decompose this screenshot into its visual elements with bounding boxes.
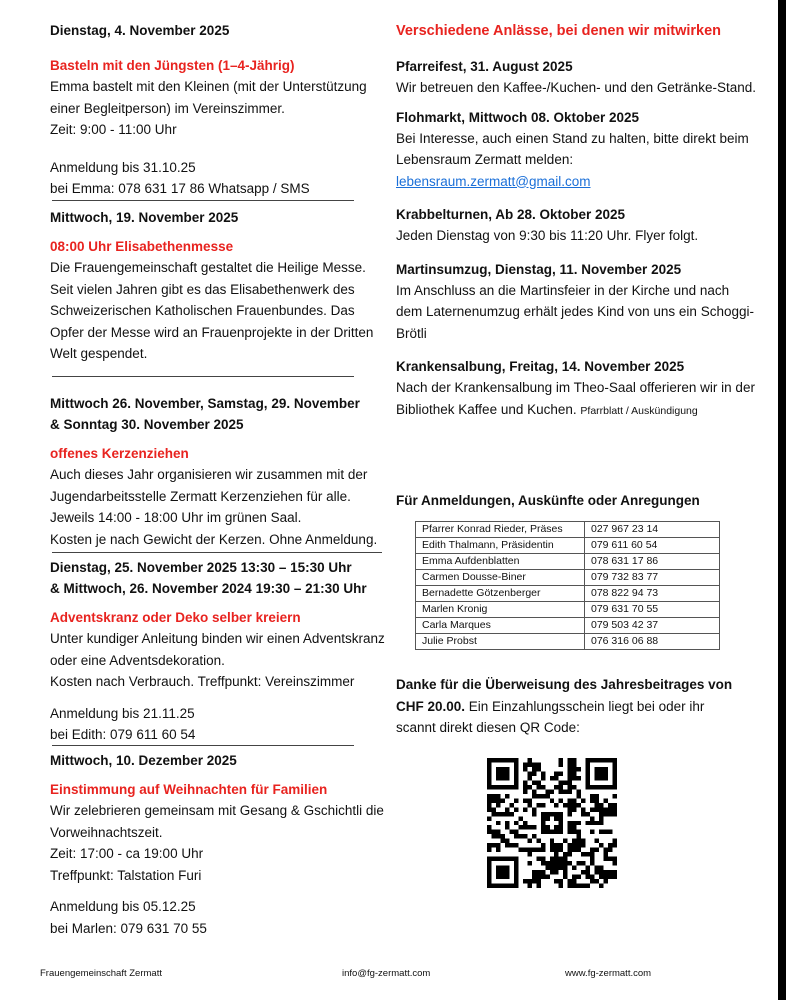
event-date: Mittwoch, 10. Dezember 2025 [50,753,237,768]
payment-qr-code[interactable] [487,758,617,888]
membership-fee-note [396,674,736,739]
section-heading: Verschiedene Anlässe, bei denen wir mitwirken [396,23,722,39]
contact-name: Emma Aufdenblatten [416,554,585,570]
event-registration-deadline: Anmeldung bis 21.11.25 [50,705,195,721]
contact-phone: 076 316 06 88 [585,634,720,650]
event-time: Zeit: 17:00 - ca 19:00 Uhr [50,846,204,861]
event-registration-contact: bei Emma: 078 631 17 86 Whatsapp / SMS [50,181,310,196]
table-row [416,570,720,586]
event-title: Martinsumzug, Dienstag, 11. November 2025 [396,261,682,277]
table-row [416,602,720,618]
contact-phone: 079 611 60 54 [585,538,720,554]
contact-name: Bernadette Götzenberger [416,586,585,602]
event-description: Die Frauengemeinschaft gestaltet die Heilige Messe. Seit vielen Jahren gibt es das Elisabethenwerk des Schweizerischen Katholischen Frauenbundes. Das Opfer der Messe wird an Frauenprojekte in der Dritten Welt gespendet. [50,260,374,361]
event-description: Wir zelebrieren gemeinsam mit Gesang & Gschichtli die Vorweihnachtszeit. [50,803,384,840]
table-row [416,586,720,602]
fee-amount: CHF 20.00. [396,698,466,714]
event-title: Krabbelturnen, Ab 28. Oktober 2025 [396,207,626,222]
event-registration-deadline: Anmeldung bis 05.12.25 [50,899,196,914]
event-registration-contact: bei Marlen: 079 631 70 55 [50,920,207,936]
event-title: Adventskranz oder Deko selber kreiern [50,610,301,625]
event-description: Bei Interesse, auch einen Stand zu halten, bitte direkt beim Lebensraum Zermatt melden: [396,130,749,167]
contact-phone: 078 631 17 86 [585,554,720,570]
divider [52,552,382,553]
event-title: Einstimmung auf Weihnachten für Familien [50,782,328,797]
event-date: Dienstag, 4. November 2025 [50,23,230,38]
contact-phone: 079 631 70 55 [585,602,720,618]
event-date: Dienstag, 25. November 2025 13:30 – 15:30 Uhr [50,560,352,575]
footer-organization: Frauengemeinschaft Zermatt [40,968,162,979]
table-row [416,522,720,538]
contact-name: Carla Marques [416,618,585,634]
event-title: Basteln mit den Jüngsten (1–4-Jährig) [50,58,295,73]
contact-name: Pfarrer Konrad Rieder, Präses [416,522,585,538]
fee-text: Ein Einzahlungsschein liegt bei oder ihr scannt direkt diesen QR Code: [396,698,705,735]
event-date-continued: & Sonntag 30. November 2025 [50,417,244,432]
contact-phone: 027 967 23 14 [585,522,720,538]
event-weihnachten [50,750,386,939]
event-meeting-point: Treffpunkt: Talstation Furi [50,867,202,883]
divider [52,376,354,377]
event-basteln [50,20,386,200]
event-adventskranz [50,557,386,746]
contact-phone: 079 503 42 37 [585,618,720,634]
footer-email[interactable]: info@fg-zermatt.com [342,968,431,979]
event-title: Krankensalbung, Freitag, 14. November 2025 [396,359,685,374]
event-cost: Kosten je nach Gewicht der Kerzen. Ohne Anmeldung. [50,531,378,547]
event-kerzenziehen [50,393,386,550]
table-row [416,554,720,570]
other-events [396,21,756,422]
table-row [416,618,720,634]
event-registration-deadline: Anmeldung bis 31.10.25 [50,159,196,175]
divider [52,745,354,746]
event-date: Mittwoch 26. November, Samstag, 29. November [50,396,360,411]
divider [52,200,354,201]
event-title: Flohmarkt, Mittwoch 08. Oktober 2025 [396,109,640,125]
event-description: Auch dieses Jahr organisieren wir zusammen mit der Jugendarbeitsstelle Zermatt Kerzenziehen für alle. [50,467,368,504]
table-row [416,538,720,554]
event-note: Pfarrblatt / Auskündigung [580,404,698,417]
contacts-heading: Für Anmeldungen, Auskünfte oder Anregungen [396,493,700,508]
event-description: Unter kundiger Anleitung binden wir einen Adventskranz oder eine Adventsdekoration. [50,631,385,668]
contact-name: Edith Thalmann, Präsidentin [416,538,585,554]
fee-text-bold: Danke für die Überweisung des Jahresbeitrages von [396,677,733,692]
event-time: Zeit: 9:00 - 11:00 Uhr [50,122,177,137]
event-elisabethenmesse [50,207,386,365]
event-time: Jeweils 14:00 - 18:00 Uhr im grünen Saal. [50,510,302,525]
event-date-continued: & Mittwoch, 26. November 2024 19:30 – 21:30 Uhr [50,581,367,596]
event-registration-contact: bei Edith: 079 611 60 54 [50,727,196,742]
event-date: Mittwoch, 19. November 2025 [50,210,239,225]
table-row [416,634,720,650]
event-title: offenes Kerzenziehen [50,446,189,461]
contact-phone: 078 822 94 73 [585,586,720,602]
email-link[interactable]: lebensraum.zermatt@gmail.com [396,173,591,189]
contact-name: Julie Probst [416,634,585,650]
event-description: Im Anschluss an die Martinsfeier in der Kirche und nach dem Laternenumzug erhält jedes Kind von uns ein Schoggi-Brötli [396,282,754,341]
event-title: Pfarreifest, 31. August 2025 [396,59,573,74]
event-title: 08:00 Uhr Elisabethenmesse [50,239,234,254]
contact-phone: 079 732 83 77 [585,570,720,586]
contact-name: Marlen Kronig [416,602,585,618]
contacts-table [415,521,720,650]
event-description: Jeden Dienstag von 9:30 bis 11:20 Uhr. Flyer folgt. [396,228,699,243]
event-description: Nach der Krankensalbung im Theo-Saal offerieren wir in der Bibliothek Kaffee und Kuchen. Pfarrblatt / Auskündigung [396,380,755,417]
event-description: Emma bastelt mit den Kleinen (mit der Unterstützung einer Begleitperson) im Vereinszimmer. [50,79,367,116]
footer-website[interactable]: www.fg-zermatt.com [565,968,652,979]
event-cost: Kosten nach Verbrauch. Treffpunkt: Vereinszimmer [50,674,355,689]
contact-name: Carmen Dousse-Biner [416,570,585,586]
event-description: Wir betreuen den Kaffee-/Kuchen- und den Getränke-Stand. [396,80,756,95]
